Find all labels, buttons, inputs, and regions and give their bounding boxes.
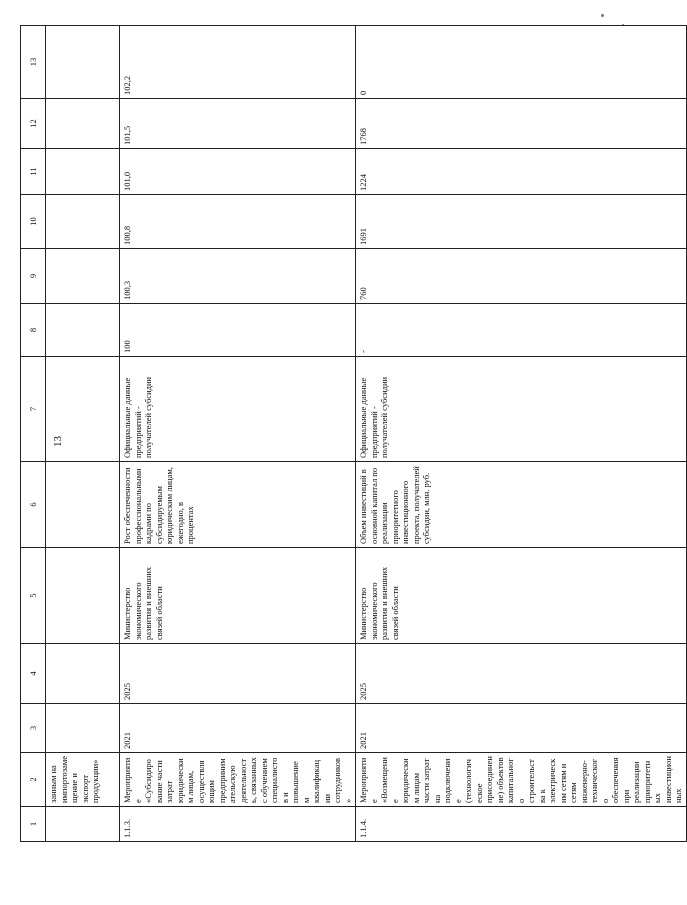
- data-source: Официальные данные предприятий - получателей субсидии: [120, 357, 356, 462]
- value-cell: 1691: [356, 195, 687, 249]
- value-cell: 0: [356, 26, 687, 99]
- value-cell: 102,2: [120, 26, 356, 99]
- start-year: [46, 704, 120, 753]
- value-cell: [46, 249, 120, 304]
- column-number: 10: [21, 195, 46, 249]
- value-cell: [46, 195, 120, 249]
- column-number: 12: [21, 99, 46, 149]
- value-cell: 1768: [356, 99, 687, 149]
- column-number: 5: [21, 548, 46, 644]
- column-number: 8: [21, 304, 46, 357]
- rotated-table-wrapper: [20, 57, 683, 842]
- value-cell: [46, 26, 120, 99]
- value-cell: 100: [120, 304, 356, 357]
- column-number: 11: [21, 149, 46, 195]
- indicator: Рост обеспеченности профессиональными кадрами по субсидируемым юридическим лицам, ежегодно, в процентах: [120, 462, 356, 548]
- value-cell: 100,8: [120, 195, 356, 249]
- start-year: 2021: [356, 704, 687, 753]
- start-year: 2021: [120, 704, 356, 753]
- column-number: 13: [21, 26, 46, 99]
- value-cell: 760: [356, 249, 687, 304]
- row-number: 1.1.3.: [120, 807, 356, 842]
- column-number: 1: [21, 807, 46, 842]
- data-source: [46, 357, 120, 462]
- value-cell: [46, 149, 120, 195]
- value-cell: 1224: [356, 149, 687, 195]
- page-number: 13: [52, 436, 64, 447]
- responsible: Министерство экономического развития и внешних связей области: [356, 548, 687, 644]
- table-row: [120, 26, 356, 842]
- value-cell: [46, 99, 120, 149]
- column-number-row: [21, 26, 46, 842]
- column-number: 6: [21, 462, 46, 548]
- responsible: [46, 548, 120, 644]
- column-number: 7: [21, 357, 46, 462]
- table-row: [46, 26, 120, 842]
- responsible: Министерство экономического развития и внешних связей области: [120, 548, 356, 644]
- program-table: [20, 25, 687, 842]
- event-name: занным на импортозамещение и экспорт продукции»: [46, 753, 120, 807]
- table-row: [356, 26, 687, 842]
- value-cell: 100,3: [120, 249, 356, 304]
- event-name: Мероприятие «Субсидирование части затрат юридическим лицам, осуществляющим предпринимательскую деятельность, связанных с обучением специалистов и повышением квалификации сотрудников»: [120, 753, 356, 807]
- value-cell: -: [356, 304, 687, 357]
- value-cell: [46, 304, 120, 357]
- row-number: 1.1.4.: [356, 807, 687, 842]
- end-year: 2025: [120, 644, 356, 704]
- indicator: [46, 462, 120, 548]
- end-year: [46, 644, 120, 704]
- value-cell: 101,0: [120, 149, 356, 195]
- column-number: 9: [21, 249, 46, 304]
- row-number: [46, 807, 120, 842]
- end-year: 2025: [356, 644, 687, 704]
- event-name: Мероприятие «Возмещение юридическим лицам части затрат на подключение (технологическое присоединение) объектов капитального строительства к электрическим сетям и сетям инженерно-технического обеспечения при реализации приоритетных инвестиционных: [356, 753, 687, 807]
- value-cell: 101,5: [120, 99, 356, 149]
- column-number: 4: [21, 644, 46, 704]
- indicator: Объем инвестиций в основной капитал по реализации приоритетного инвестиционного проекта, получателей субсидии, млн. руб.: [356, 462, 687, 548]
- data-source: Официальные данные предприятий - получателей субсидии: [356, 357, 687, 462]
- scan-speck: [601, 14, 604, 17]
- column-number: 2: [21, 753, 46, 807]
- column-number: 3: [21, 704, 46, 753]
